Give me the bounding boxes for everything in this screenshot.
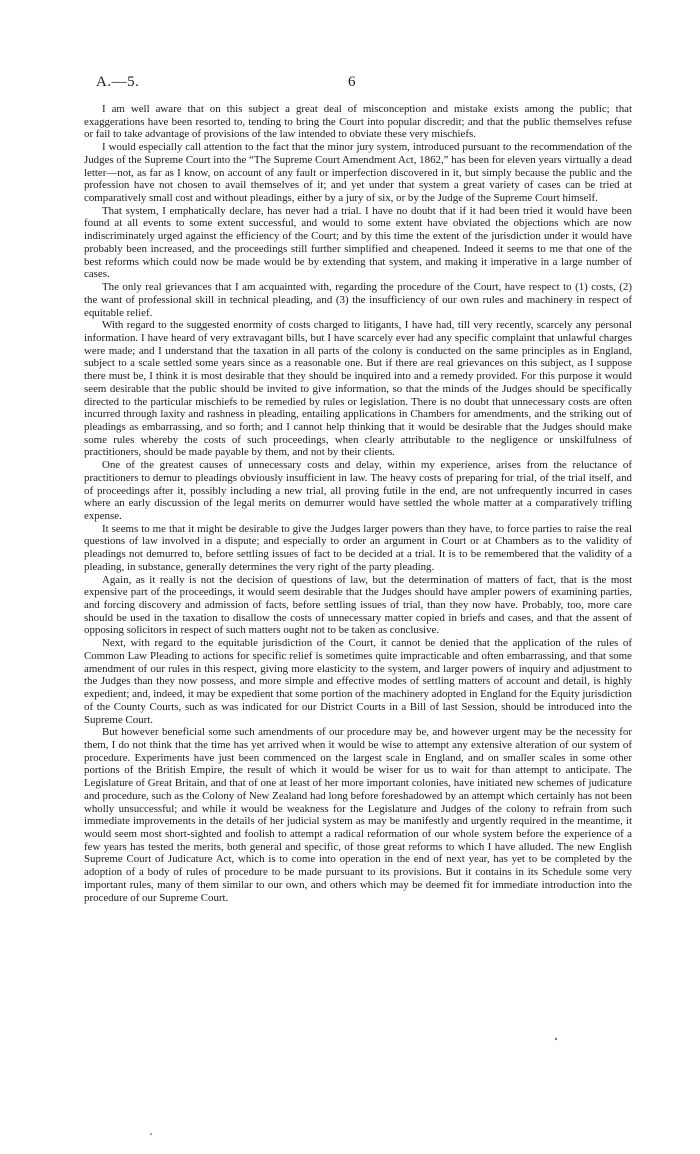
body-text	[84, 103, 632, 904]
running-header	[96, 74, 616, 92]
paragraph: With regard to the suggested enormity of costs charged to litigants, I have had, till very recently, scarcely any personal information. I have heard of very extravagant bills, but I have scarcely ever had any specific complaint that unlawful charges were made; and I understand that the taxation in all parts of the colony is conducted on the same principles as in England, subject to a scale settled some years since as a reasonable one. But if there are real grievances on this subject, as I suppose there must be, I think it is most desirable that they should be inquired into and a remedy provided. For this purpose it would seem desirable that the public should be invited to give information, so that the minds of the Judges should be specifically directed to the particular mischiefs to be remedied by rules or legislation. There is no doubt that unnecessary costs are often incurred through laxity and rashness in pleading, entailing applications in Chambers for amendments, and the striking out of pleadings as embarrassing, and so forth; and I cannot help thinking that it would be desirable that the Judges should make some rules whereby the costs of such proceedings, when clearly attributable to the negligence or unskilfulness of practitioners, should be made payable by them, and not by their clients.	[84, 319, 632, 459]
document-reference: A.—5.	[96, 74, 140, 90]
scan-mark-dot	[553, 1037, 559, 1041]
paragraph: Next, with regard to the equitable jurisdiction of the Court, it cannot be denied that the application of the rules of Common Law Pleading to actions for specific relief is sometimes quite impracticable and often embarrassing, and that some amendment of our rules in this respect, giving more elasticity to the system, and larger powers of inquiry and adjustment to the Judges than they now possess, and more simple and effective modes of settling matters of account and detail, is highly expedient; and, indeed, it may be expedient that some portion of the machinery adopted in England for the Equity jurisdiction of the County Courts, such as was indicated for our District Courts in a Bill of last Session, should be introduced into the Supreme Court.	[84, 637, 632, 726]
paragraph: I would especially call attention to the fact that the minor jury system, introduced pursuant to the recommendation of the Judges of the Supreme Court into the “The Supreme Court Amendment Act, 1862,” has been for eleven years virtually a dead letter—not, as far as I know, on account of any fault or imperfection discovered in it, but simply because the public and the profession have not chosen to avail themselves of it; and yet under that system a great variety of cases can be tried at comparatively small cost and without pleadings, either by a jury of six, or by the Judge of the Supreme Court himself.	[84, 141, 632, 205]
paragraph: I am well aware that on this subject a great deal of misconception and mistake exists among the public; that exaggerations have been resorted to, tending to bring the Court into popular discredit; and that the public themselves refuse or fail to take advantage of provisions of the law intended to obviate these very mischiefs.	[84, 103, 632, 141]
paragraph: One of the greatest causes of unnecessary costs and delay, within my experience, arises from the reluctance of practitioners to demur to pleadings obviously insufficient in law. The heavy costs of preparing for trial, of the trial itself, and of proceedings after it, possibly including a new trial, all proving futile in the end, are not unfrequently incurred in cases where an early discussion of the legal merits on demurrer would have settled the whole matter at a comparatively trifling expense.	[84, 459, 632, 522]
paragraph: Again, as it really is not the decision of questions of law, but the determination of matters of fact, that is the most expensive part of the proceedings, it would seem desirable that the Judges should have ampler powers of examining parties, and forcing discovery and admission of facts, before settling issues of trial, than they now have. Probably, too, more care should be used in the taxation to disallow the costs of unnecessary matter copied in briefs and cases, and that the assent of opposing solicitors in respect of such matters ought not to be taken as conclusive.	[84, 573, 632, 637]
page-number: 6	[348, 74, 356, 90]
paragraph: It seems to me that it might be desirable to give the Judges larger powers than they have, to force parties to raise the real questions of law involved in a dispute; and especially to order an argument in Court or at Chambers as to the validity of pleadings not demurred to, before settling issues of fact to be decided at a trial. It is to be remembered that the validity of a pleading, in substance, generally determines the very right of the party pleading.	[84, 522, 632, 573]
paragraph: But however beneficial some such amendments of our procedure may be, and however urgent may be the necessity for them, I do not think that the time has yet arrived when it would be wise to attempt any extensive alteration of our system of procedure. Experiments have just been commenced on the largest scale in England, and on smaller scales in some other portions of the British Empire, the result of which it would be wiser for us to wait for than attempt to anticipate. The Legislature of Great Britain, and that of one at least of her more important colonies, have initiated new schemes of judicature and procedure, such as the Colony of New Zealand had long before foreshadowed by an attempt which certainly has not been wholly unsuccessful; and while it would be weakness for the Legislature and Judges of the colony to refrain from such immediate improvements in the details of her judicial system as may be manifestly and urgently required in the meantime, it would seem most short-sighted and foolish to attempt a radical reformation of our whole system before the experience of a few years has tested the merits, both general and specific, of those great reforms to which I have alluded. The new English Supreme Court of Judicature Act, which is to come into operation in the end of next year, has yet to be completed by the adoption of a body of rules of procedure to be made pursuant to its provisions. But it contains in its Schedule some very important rules, many of them similar to our own, and others which may be deemed fit for immediate introduction into the procedure of our Supreme Court.	[84, 726, 632, 904]
paragraph: The only real grievances that I am acquainted with, regarding the procedure of the Court, have respect to (1) costs, (2) the want of professional skill in technical pleading, and (3) the insufficiency of our own rules and machinery in respect of equitable relief.	[84, 281, 632, 319]
paragraph: That system, I emphatically declare, has never had a trial. I have no doubt that if it had been tried it would have been found at all events to some extent successful, and would to some extent have obviated the objections which are now indiscriminately urged against the efficiency of the Court; and by this time the extent of the jurisdiction under it would have probably been increased, and the proceedings still further simplified and cheapened. Indeed it seems to me that one of the best reforms which could now be made would be by extending that system, and making it imperative in a large number of cases.	[84, 204, 632, 281]
scan-mark-dot	[148, 1132, 154, 1136]
